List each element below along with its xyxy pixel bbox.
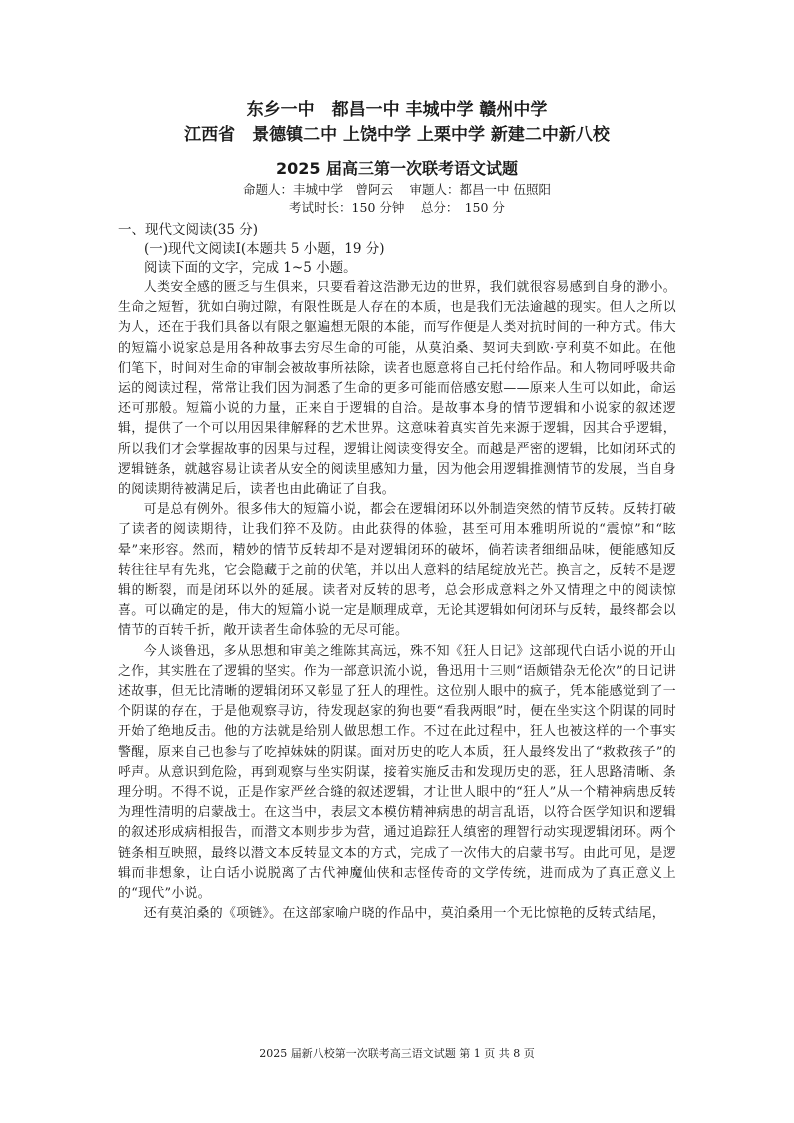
passage-paragraph: 还有莫泊桑的《项链》。在这部家喻户晓的作品中，莫泊桑用一个无比惊艳的反转式结尾， bbox=[143, 906, 665, 922]
reading-passage bbox=[118, 278, 676, 925]
page-footer: 2025 届新八校第一次联考高三语文试题 第 1 页 共 8 页 bbox=[259, 1047, 535, 1060]
exam-title: 2025 届高三第一次联考语文试题 bbox=[275, 159, 519, 178]
exam-info: 考试时长：150 分钟 总分： 150 分 bbox=[289, 200, 505, 215]
passage-paragraph: 今人谈鲁迅，多从思想和审美之维陈其高远，殊不知《狂人日记》这部现代白话小说的开山之作，其实胜在了逻辑的坚实。作为一部意识流小说，鲁迅用十三则“语颇错杂无伦次”的日记讲述故事，但无比清晰的逻辑闭环又彰显了狂人的理性。这位别人眼中的疯子，凭本能感觉到了一个阴谋的存在，于是他观察寻访，待发现赵家的狗也要“看我两眼”时，便在坐实这个阴谋的同时开始了绝地反击。他的方法就是给别人做思想工作。不过在此过程中，狂人也被这样的一个事实警醒，原来自己也参与了吃掉妹妹的阴谋。面对历史的吃人本质，狂人最终发出了“救救孩子”的呼声。从意识到危险，再到观察与坐实阴谋，接着实施反击和发现历史的恶，狂人思路清晰、条理分明。不得不说，正是作家严丝合缝的叙述逻辑，才让世人眼中的“狂人”从一个精神病患反转为理性清明的启蒙战士。在这当中，表层文本模仿精神病患的胡言乱语，以符合医学知识和逻辑的叙述形成病相报告，而潜文本则步步为营，通过追踪狂人缜密的理智行动实现逻辑闭环。两个链条相互映照，最终以潜文本反转显文本的方式，完成了一次伟大的启蒙书写。由此可见，是逻辑而非想象，让白话小说脱离了古代神魔仙侠和志怪传奇的文学传统，进而成为了真正意义上的“现代”小说。 bbox=[118, 643, 676, 902]
passage-paragraph: 人类安全感的匮乏与生俱来，只要看着这浩渺无边的世界，我们就很容易感到自身的渺小。生命之短暂，犹如白驹过隙，有限性既是人存在的本质，也是我们无法逾越的现实。但人之所以为人，还在于我们具备以有限之躯遍想无限的本能，而写作便是人类对抗时间的一种方式。伟大的短篇小说家总是用各种故事去穷尽生命的可能，从莫泊桑、契诃夫到欧·亨利莫不如此。在他们笔下，时间对生命的审制会被故事所祛除，读者也愿意将自己托付给作品。和人物同呼吸共命运的阅读过程，常常让我们因为洞悉了生命的更多可能而倍感安慰——原来人生可以如此，命运还可那般。短篇小说的力量，正来自于逻辑的自洽。是故事本身的情节逻辑和小说家的叙述逻辑，提供了一个可以用因果律解释的艺术世界。这意味着真实首先来源于逻辑，因其合乎逻辑，所以我们才会掌握故事的因果与过程，逻辑让阅读变得安全。而越是严密的逻辑，比如闭环式的逻辑链条，就越容易让读者从安全的阅读里感知力量，因为他会用逻辑推测情节的发展，当自身的阅读期待被满足后，读者也由此确证了自我。 bbox=[118, 280, 676, 498]
section-subheading: (一)现代文阅读Ⅰ(本题共 5 小题，19 分) bbox=[144, 241, 385, 257]
section-heading: 一、现代文阅读(35 分) bbox=[118, 222, 259, 238]
passage-paragraph: 可是总有例外。很多伟大的短篇小说，都会在逻辑闭环以外制造突然的情节反转。反转打破了读者的阅读期待，让我们猝不及防。由此获得的体验，甚至可用本雅明所说的“震惊”和“眩晕”来形容。然而，精妙的情节反转却不是对逻辑闭环的破坏，倘若读者细细品味，便能感知反转往往早有先兆，它会隐藏于之前的伏笔，并以出人意料的结尾绽放光芒。换言之，反转不是逻辑的断裂，而是闭环以外的延展。读者对反转的思考，总会形成意料之外又情理之中的阅读惊喜。可以确定的是，伟大的短篇小说一定是顺理成章，无论其逻辑如何闭环与反转，最终都会以情节的百转千折，敞开读者生命体验的无尽可能。 bbox=[118, 502, 676, 639]
reading-instruction: 阅读下面的文字，完成 1~5 小题。 bbox=[144, 260, 357, 276]
school-list-line-1: 东乡一中 都昌一中 丰城中学 赣州中学 bbox=[246, 100, 548, 120]
school-list-line-2: 江西省 景德镇二中 上饶中学 上栗中学 新建二中新八校 bbox=[184, 125, 610, 145]
exam-authors: 命题人：丰城中学 曾阿云 审题人：都昌一中 伍照阳 bbox=[243, 182, 551, 197]
